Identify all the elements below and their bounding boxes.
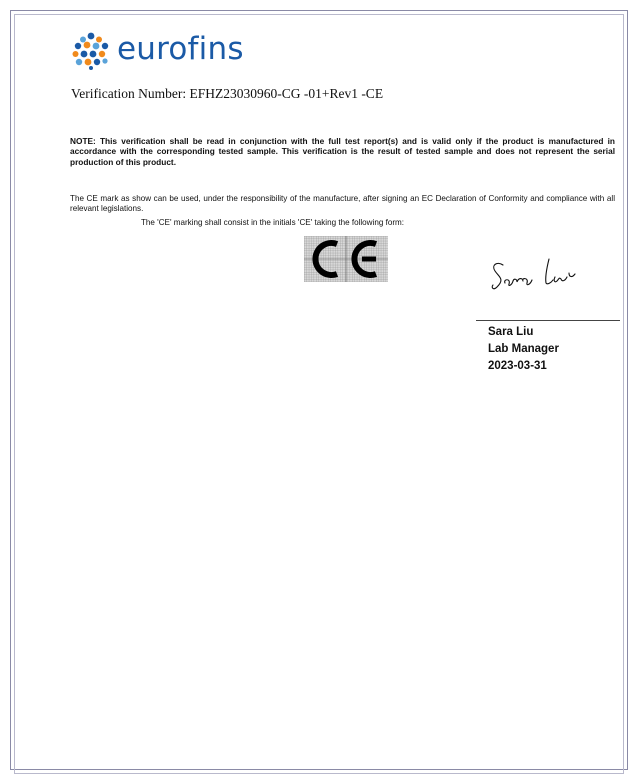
signer-title: Lab Manager xyxy=(488,343,559,355)
verification-number: Verification Number: EFHZ23030960-CG -01+Rev1 -CE xyxy=(71,86,384,101)
signature-date: 2023-03-31 xyxy=(488,360,547,372)
page-border-inner xyxy=(14,14,624,774)
ce-mark-icon xyxy=(304,236,388,282)
eurofins-wordmark: eurofins xyxy=(117,31,244,67)
signer-name: Sara Liu xyxy=(488,326,534,338)
signature-handwriting: Sara Liu xyxy=(489,251,493,252)
ce-form-statement: The 'CE' marking shall consist in the initials 'CE' taking the following form: xyxy=(140,218,405,227)
signature-line xyxy=(476,320,620,321)
signer-block xyxy=(488,324,559,375)
handwritten-signature xyxy=(489,251,589,299)
eurofins-dots-icon xyxy=(72,32,110,70)
verification-note: NOTE: This verification shall be read in conjunction with the full test report(s) and is valid only if the product is manufactured in accordance with the corresponding tested sample. This verification is the result of tested sample and does not represent the serial production of this product. xyxy=(70,136,615,167)
eurofins-logo xyxy=(72,31,244,71)
ce-usage-statement: The CE mark as show can be used, under the responsibility of the manufacture, after signing an EC Declaration of Conformity and compliance with all relevant legislations. xyxy=(70,194,615,214)
